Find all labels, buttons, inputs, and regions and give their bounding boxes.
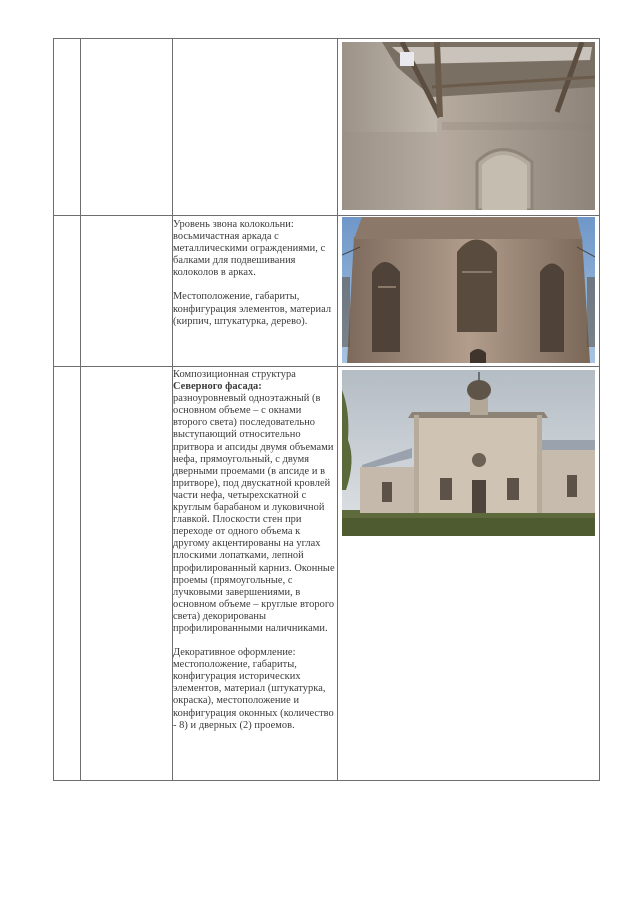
bell-level-subject: Местоположение, габариты, конфигурация элементов, материал (кирпич, штукатурка, дерево). bbox=[173, 291, 332, 327]
table-cell-description bbox=[173, 367, 338, 781]
table-cell-description bbox=[173, 216, 338, 367]
table-row bbox=[54, 216, 600, 367]
facade-intro: Композиционная структура bbox=[173, 369, 296, 380]
facade-structure-text: разноуровневый одноэтажный (в основном объеме – с окнами второго света) последовательно выступающий относительно притвора и апсиды двумя объемами нефа, прямоугольный, с двумя дверными проемами (в апсиде и в притворе), под двускатной кровлей части нефа, четырехскатной с круглым барабаном и луковичной главкой. Плоскости стен при переходе от одного объема к другому акцентированы на углах плоскими лопатками, лепной профилированный карниз. Оконные проемы (прямоугольные, с лучковыми завершениями, в основном объеме – круглые второго света) декорированы профилированными наличниками. bbox=[173, 393, 335, 634]
table-cell-number bbox=[54, 216, 81, 367]
north-facade-photo bbox=[342, 370, 595, 536]
table-row bbox=[54, 39, 600, 216]
table-cell-photo bbox=[338, 216, 600, 367]
facade-decoration-text: Декоративное оформление: местоположение, габариты, конфигурация исторических элементов, материал (штукатурка, окраска), местоположение и конфигурация оконных (количество - 8) и дверных (2) проемов. bbox=[173, 647, 334, 731]
table-cell-photo bbox=[338, 39, 600, 216]
table-cell-name bbox=[81, 216, 173, 367]
facade-heading: Северного фасада: bbox=[173, 381, 262, 393]
facade-description bbox=[173, 369, 337, 635]
table-cell-description bbox=[173, 39, 338, 216]
table-cell-number bbox=[54, 39, 81, 216]
table-cell-photo bbox=[338, 367, 600, 781]
bell-tower-interior-photo bbox=[342, 42, 595, 210]
document-table bbox=[53, 38, 600, 781]
bell-level-photo bbox=[342, 217, 595, 363]
bell-level-description: Уровень звона колокольни: восьмичастная аркада с металлическими ограждениями, с балками для подвешивания колоколов в арках. bbox=[173, 219, 326, 279]
table-cell-name bbox=[81, 367, 173, 781]
table-cell-number bbox=[54, 367, 81, 781]
table-row bbox=[54, 367, 600, 781]
table-cell-name bbox=[81, 39, 173, 216]
